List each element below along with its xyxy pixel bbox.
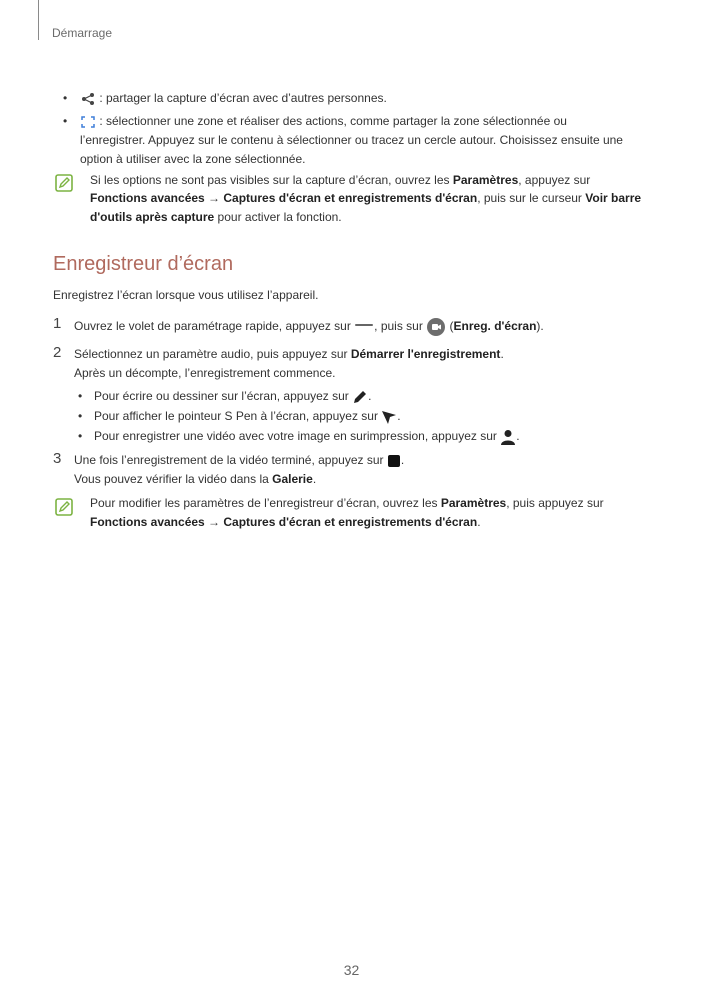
note1-text: Si les options ne sont pas visibles sur la capture d’écran, ouvrez les	[90, 173, 453, 187]
sub-end: .	[368, 389, 372, 403]
step2-sub-pen	[94, 388, 371, 405]
note2-line1	[90, 495, 604, 511]
note1-bold-toolbar-2: d'outils après capture	[90, 210, 215, 224]
sub-text: Pour écrire ou dessiner sur l’écran, appuyez sur	[94, 389, 353, 403]
note1-arrow: →	[204, 191, 224, 205]
stop-icon	[387, 454, 401, 468]
step3-text-a: Une fois l’enregistrement de la vidéo terminé, appuyez sur	[74, 453, 387, 467]
step2-text-c: .	[500, 347, 504, 361]
step2-text-a: Sélectionnez un paramètre audio, puis appuyez sur	[74, 347, 351, 361]
note2-arrow: →	[204, 515, 224, 529]
sub-text: Pour enregistrer une vidéo avec votre image en surimpression, appuyez sur	[94, 429, 501, 443]
step2-sub-pointer	[94, 408, 401, 425]
note1-text: pour activer la fonction.	[214, 210, 342, 224]
note1-bold-toolbar: Voir barre	[585, 191, 642, 205]
note2-line2	[90, 514, 481, 530]
step2-line1	[74, 346, 504, 362]
sub-end: .	[397, 409, 401, 423]
share-icon	[80, 92, 96, 106]
step2-sub-person	[94, 428, 520, 445]
bullet-share-text: : partager la capture d’écran avec d’autres personnes.	[96, 91, 387, 105]
step1-text-a: Ouvrez le volet de paramétrage rapide, appuyez sur	[74, 319, 355, 334]
pen-icon	[352, 389, 368, 405]
bullet-share	[80, 90, 387, 106]
bullet-dot: •	[63, 114, 68, 128]
note2-text: Pour modifier les paramètres de l’enregistreur d’écran, ouvrez les	[90, 496, 441, 510]
note1-line3	[90, 209, 342, 225]
bullet-select-line1	[80, 113, 567, 129]
step1-bold-record: Enreg. d'écran	[453, 319, 537, 334]
bullet-select-text-3: option à utiliser avec la zone sélectionnée.	[80, 152, 306, 166]
select-area-icon	[80, 115, 96, 129]
note2-text: , puis appuyez sur	[506, 496, 604, 510]
section-header: Démarrage	[52, 26, 113, 40]
note1-bold-advanced: Fonctions avancées	[90, 191, 205, 205]
screen-recorder-icon	[426, 317, 446, 337]
bullet-dot: •	[78, 429, 83, 443]
step-number: 3	[53, 450, 62, 467]
note-icon	[55, 498, 73, 516]
note1-text: , appuyez sur	[518, 173, 591, 187]
step1-text-b: , puis sur	[374, 319, 427, 334]
step2-bold-start: Démarrer l'enregistrement	[350, 347, 501, 361]
note-icon	[55, 174, 73, 192]
note2-bold-settings: Paramètres	[440, 496, 507, 510]
page-number: 32	[343, 962, 360, 978]
note2-bold-advanced: Fonctions avancées	[90, 515, 205, 529]
step2-line2: Après un décompte, l’enregistrement commence.	[74, 366, 336, 380]
step-number: 1	[53, 315, 62, 332]
step1-text-c: (	[446, 319, 454, 334]
step3-line1	[74, 452, 404, 468]
handle-bar-icon	[354, 323, 374, 331]
person-icon	[500, 429, 516, 445]
step-number: 2	[53, 344, 62, 361]
section-intro: Enregistrez l’écran lorsque vous utilisez l’appareil.	[53, 288, 319, 302]
sub-text: Pour afficher le pointeur S Pen à l’écran, appuyez sur	[94, 409, 382, 423]
step3-text: .	[312, 472, 317, 486]
bullet-select-text-2: l’enregistrer. Appuyez sur le contenu à sélectionner ou tracez un cercle autour. Choisissez ensuite une	[80, 133, 623, 147]
note1-bold-settings: Paramètres	[452, 173, 519, 187]
bullet-select-text-1: : sélectionner une zone et réaliser des actions, comme partager la zone sélectionnée ou	[96, 114, 567, 128]
note1-line1	[90, 172, 590, 188]
step3-line2	[74, 471, 316, 487]
step1-text	[74, 317, 544, 337]
step1-text-e: ).	[536, 319, 544, 334]
sub-end: .	[516, 429, 520, 443]
note1-bold-captures: Captures d'écran et enregistrements d'écran	[223, 191, 478, 205]
note1-line2	[90, 190, 641, 206]
step3-text-b: .	[400, 453, 405, 467]
note1-text: , puis sur le curseur	[477, 191, 586, 205]
note2-bold-captures: Captures d'écran et enregistrements d'écran	[223, 515, 478, 529]
step3-text: Vous pouvez vérifier la vidéo dans la	[74, 472, 273, 486]
bullet-dot: •	[63, 91, 68, 105]
note2-text: .	[477, 515, 481, 529]
step3-bold-gallery: Galerie	[272, 472, 313, 486]
section-title: Enregistreur d’écran	[53, 253, 234, 275]
bullet-dot: •	[78, 409, 83, 423]
pointer-icon	[381, 409, 397, 425]
header-divider	[38, 0, 39, 40]
bullet-dot: •	[78, 389, 83, 403]
